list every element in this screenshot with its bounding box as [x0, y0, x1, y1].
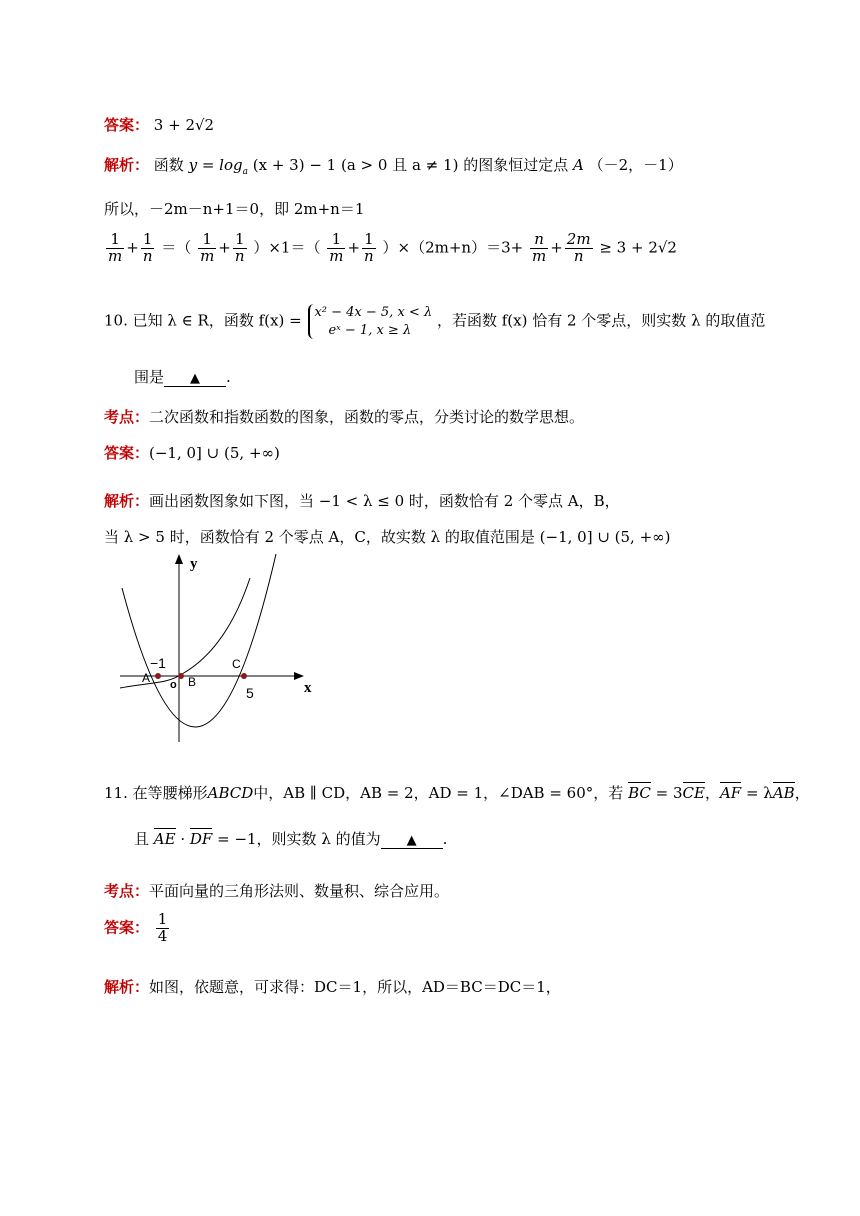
q11-end1: ， [794, 784, 810, 802]
point-c [241, 673, 247, 679]
q11-stem-b: 中，AB ∥ CD，AB = 2，AD = 1，∠DAB = 60°，若 [253, 784, 624, 802]
q11-kaodian: 平面向量的三角形法则、数量积、综合应用。 [149, 882, 450, 900]
vec-ae: AE [153, 830, 176, 848]
q9-line1-sub: a [242, 167, 248, 177]
frac-1-n: $\frac{1}{n}$ [364, 230, 374, 265]
q9-answer: 3 + 2√2 [153, 116, 215, 134]
frac-1-n: $\frac{1}{n}$ [234, 230, 245, 265]
frac-1-m: $\frac{1}{m}$ [329, 230, 344, 265]
q9-line1-point: A [573, 156, 584, 174]
q11-answer-num: 1 [157, 910, 168, 928]
vec-af: AF [719, 784, 742, 802]
q11-eq2: = λ [741, 784, 773, 802]
q11-analysis-line [104, 976, 561, 997]
q9-line1-mid: (x + 3) − 1 (a > 0 且 a ≠ 1) [252, 156, 459, 174]
frac-1-n: $\frac{1}{n}$ [142, 230, 153, 265]
q10-stem-c: 围是 [134, 368, 165, 386]
vec-ce: CE [682, 784, 705, 802]
q9-answer-line [104, 114, 214, 135]
q10-kaodian-line [104, 406, 584, 427]
frac-1-m: $\frac{1}{m}$ [200, 230, 215, 265]
label-five: 5 [246, 685, 254, 701]
q11-analysis: 如图，依题意，可求得：DC＝1，所以，AD＝BC＝DC＝1， [149, 978, 561, 996]
q11-stem-end: . [442, 830, 448, 848]
q11-eq1: = 3 [650, 784, 683, 802]
label-o: o [170, 679, 177, 691]
q10-case1: x² − 4x − 5, x < λ [314, 305, 433, 320]
y-axis-arrow [175, 554, 183, 564]
frac-n-m: $\frac{n}{m}$ [531, 230, 547, 265]
q11-dot: · [175, 830, 190, 848]
q11-stem-a: 在等腰梯形 [132, 784, 208, 802]
q11-abcd: ABCD [207, 784, 254, 802]
q11-answer-blank: ▲ [381, 833, 443, 849]
label-c: C [232, 657, 241, 671]
q9-analysis-line1 [104, 154, 683, 177]
kaodian-label: 考点： [104, 882, 150, 900]
q10-case2: eˣ − 1, x ≥ λ [328, 322, 412, 338]
answer-label: 答案： [104, 116, 150, 134]
q9-line1-pre: 函数 [153, 156, 184, 174]
piecewise-brace [308, 304, 432, 339]
frac-1-m: $\frac{1}{m}$ [108, 230, 123, 265]
vec-ab: AB [772, 784, 795, 802]
q9-line1-formula: y = log [188, 156, 243, 174]
q9-line1-coord: （－2，－1） [588, 156, 683, 174]
point-b [178, 673, 184, 679]
analysis-label: 解析： [104, 492, 150, 510]
q9-line3-c: ）×（2m+n）＝3+ [382, 238, 524, 257]
answer-label: 答案： [104, 918, 150, 937]
q11-answer-den: 4 [157, 926, 168, 945]
q9-line3-a: ＝（ [161, 238, 192, 257]
q9-analysis-line3: $\frac{1}{m}$ + $\frac{1}{n}$ ＝（ $\frac{1}{m}$ + $\frac{1}{n}$ ）×1＝（ $\frac{1}{m}$ + $\frac{1}{n}$ ）×（2m+n）＝3+ $\frac{n}{m}$ + $\frac{2m}{n}$ ≥ 3 + 2√2 [108, 230, 677, 265]
q10-answer: (−1, 0] ∪ (5, +∞) [149, 444, 280, 462]
q10-kaodian: 二次函数和指数函数的图象，函数的零点，分类讨论的数学思想。 [149, 408, 585, 426]
label-a: A [142, 671, 151, 685]
exponential-curve [120, 578, 250, 688]
kaodian-label: 考点： [104, 408, 150, 426]
y-label: y [190, 556, 198, 572]
analysis-label: 解析： [104, 978, 150, 996]
q10-stem-line1 [104, 304, 765, 339]
q10-stem-line2 [134, 366, 231, 387]
q11-kaodian-line [104, 880, 449, 901]
vec-bc: BC [628, 784, 651, 802]
q10-function-graph [112, 552, 332, 752]
label-b: B [188, 675, 197, 689]
q9-line1-post: 的图象恒过定点 [463, 156, 569, 174]
q11-stem-c: 且 [134, 830, 150, 848]
q10-number: 10. [104, 311, 128, 330]
point-a [155, 673, 161, 679]
q10-stem-b: ，若函数 f(x) 恰有 2 个零点，则实数 λ 的取值范 [436, 311, 766, 330]
q11-stem-line1 [104, 782, 810, 803]
q11-answer-line [104, 912, 171, 945]
label-minus-one: −1 [150, 655, 166, 671]
answer-label: 答案： [104, 444, 150, 462]
q10-stem-end: . [226, 368, 231, 386]
q11-answer-frac [156, 912, 170, 945]
analysis-label: 解析： [104, 156, 150, 174]
q11-stem-line2 [134, 828, 447, 849]
q10-analysis-line2: 当 λ > 5 时，函数恰有 2 个零点 A，C，故实数 λ 的取值范围是 (−1, 0] ∪ (5, +∞) [104, 528, 671, 546]
x-label: x [304, 680, 312, 696]
q10-answer-blank: ▲ [164, 371, 226, 387]
q11-stem-d: = −1，则实数 λ 的值为 [212, 830, 381, 848]
q9-line3-d: ≥ 3 + 2√2 [599, 238, 677, 257]
frac-2m-n: $\frac{2m}{n}$ [566, 230, 591, 265]
q10-analysis-line1 [104, 490, 620, 511]
q10-analysis1: 画出函数图象如下图，当 −1 < λ ≤ 0 时，函数恰有 2 个零点 A，B， [149, 492, 620, 510]
q10-stem-a: 已知 λ ∈ R，函数 f(x) = [132, 311, 302, 330]
q11-comma: ， [704, 784, 720, 802]
q9-line3-b: ）×1＝（ [253, 238, 321, 257]
q9-analysis-line2: 所以，－2m－n+1＝0，即 2m+n＝1 [104, 200, 365, 218]
vec-df: DF [189, 830, 213, 848]
parabola-curve [122, 554, 276, 727]
x-axis-arrow [294, 672, 304, 680]
q10-answer-line [104, 442, 280, 463]
q11-number: 11. [104, 784, 128, 802]
